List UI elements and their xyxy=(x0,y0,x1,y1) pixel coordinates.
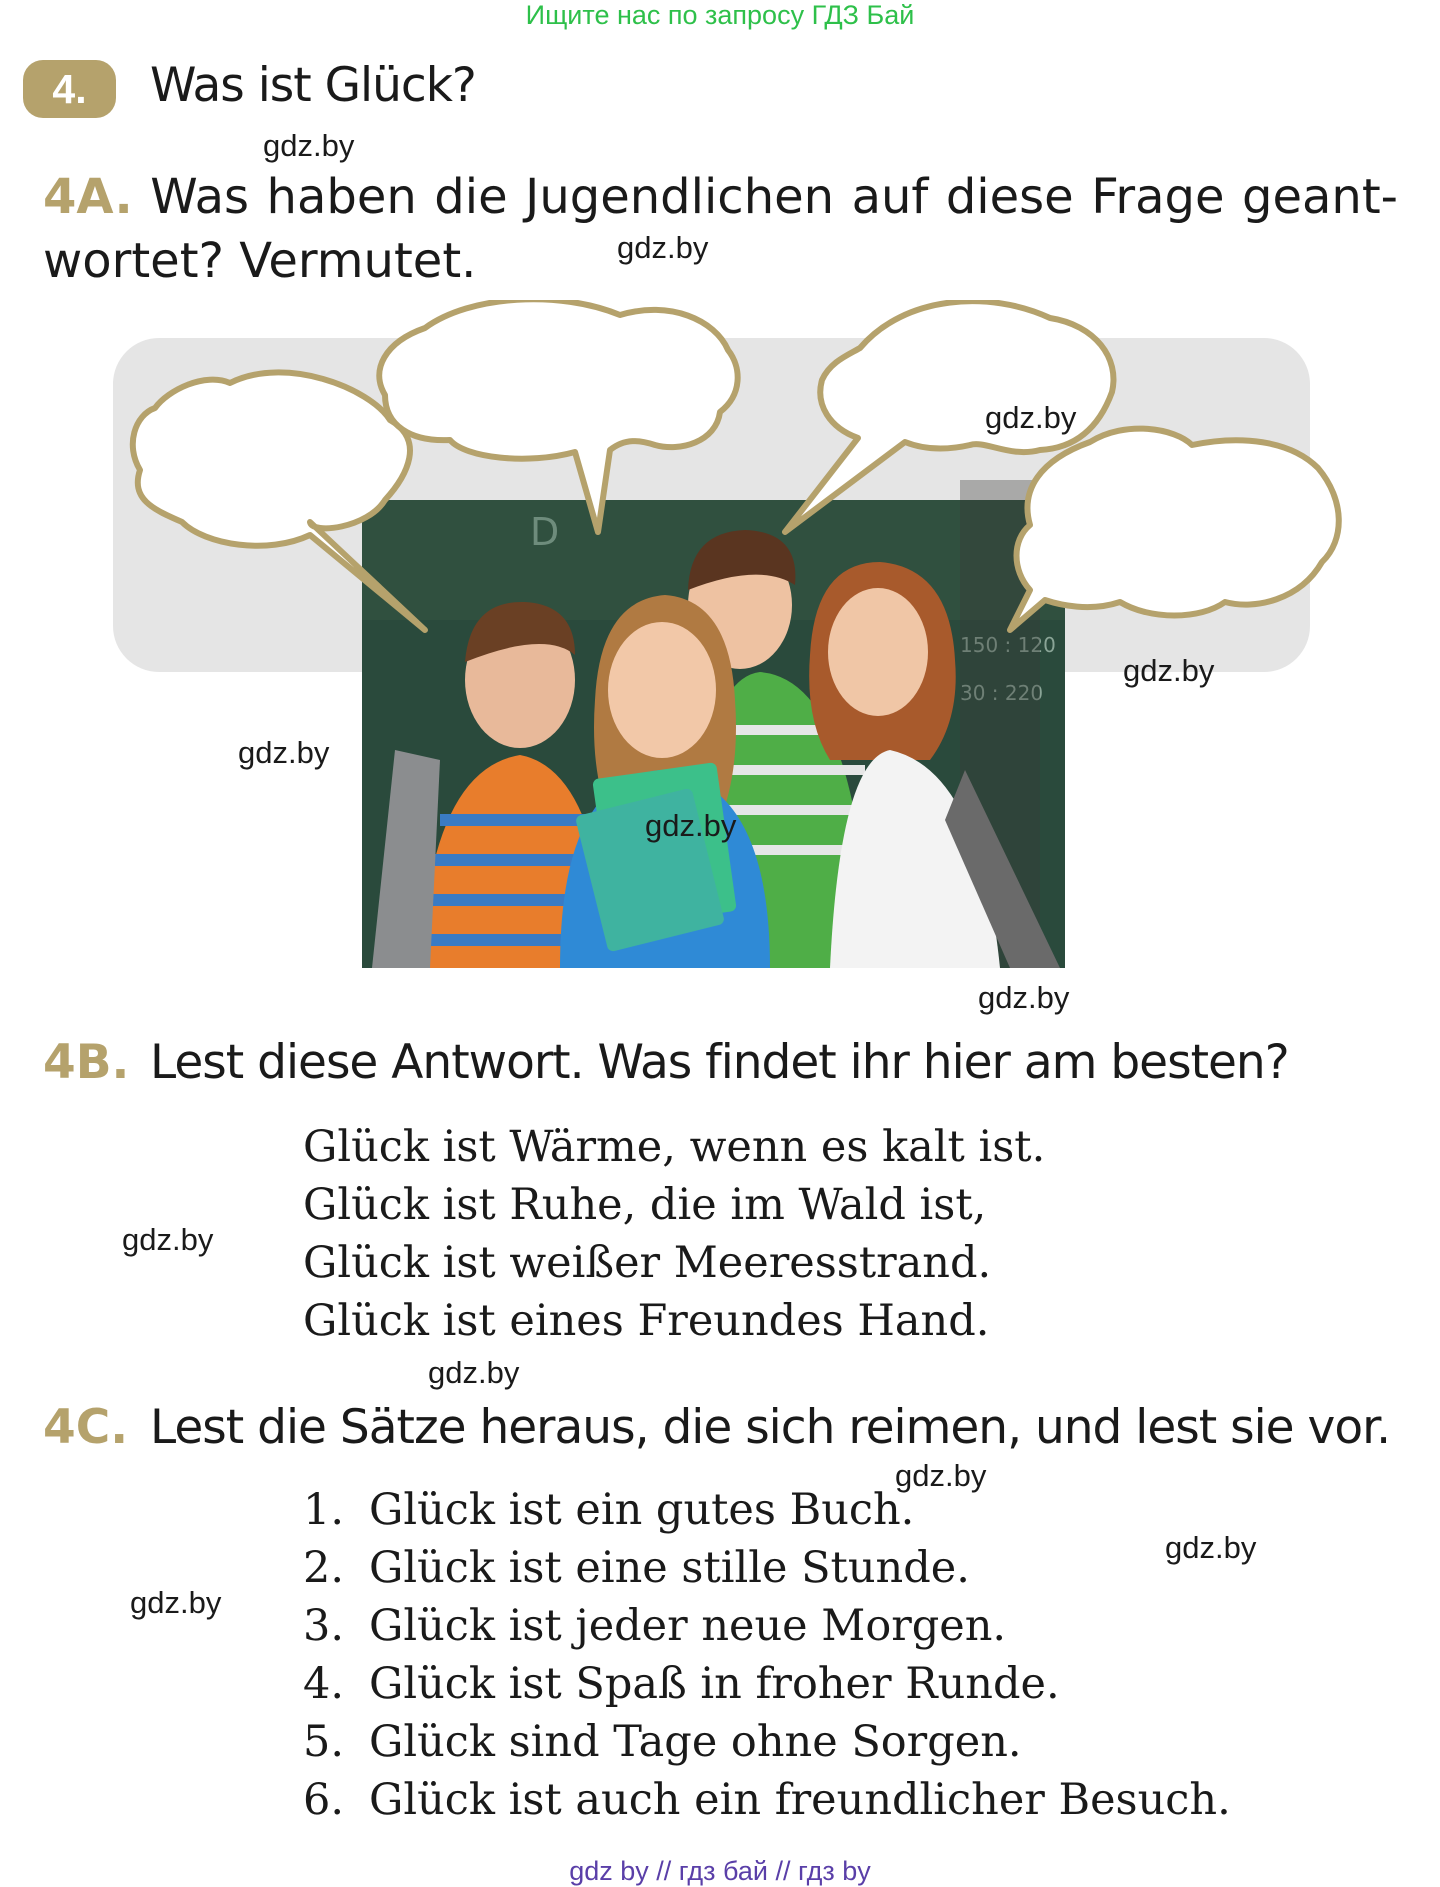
watermark: gdz.by xyxy=(617,230,709,265)
top-banner: Ищите нас по запросу ГДЗ Бай xyxy=(525,0,915,30)
poem-line: Glück ist eines Freundes Hand. xyxy=(303,1296,990,1346)
task-4a-line-2: wortet? Vermutet. xyxy=(43,233,477,289)
list-item: 3. Glück ist jeder neue Morgen. xyxy=(303,1601,1007,1651)
poem-line: Glück ist weißer Meeresstrand. xyxy=(303,1238,992,1288)
watermark: gdz.by xyxy=(428,1355,520,1390)
watermark: gdz.by xyxy=(263,128,355,163)
task-4a-word: Jugendlichen xyxy=(525,169,835,225)
section-title: Was ist Glück? xyxy=(150,58,476,113)
task-4b-title: Lest diese Antwort. Was findet ihr hier am besten? xyxy=(150,1035,1289,1090)
watermark: gdz.by xyxy=(1165,1530,1257,1565)
task-4a-word: geant- xyxy=(1242,169,1398,225)
bottom-watermark-line: gdz by // гдз бай // гдз by xyxy=(569,1856,871,1886)
watermark: gdz.by xyxy=(645,808,737,843)
task-4c-label: 4C. xyxy=(43,1400,129,1455)
task-4a-word: haben xyxy=(266,169,417,225)
list-item: 4. Glück ist Spaß in froher Runde. xyxy=(303,1659,1060,1709)
task-4a-label: 4A. xyxy=(43,169,133,225)
task-4a-word: Was xyxy=(150,169,249,225)
list-item: 1. Glück ist ein gutes Buch. xyxy=(303,1485,915,1535)
watermark: gdz.by xyxy=(238,735,330,770)
task-4a-line-1 xyxy=(43,165,1398,229)
section-number-badge: 4. xyxy=(23,60,116,118)
watermark: gdz.by xyxy=(895,1458,987,1493)
poem xyxy=(303,1118,1045,1350)
list-item: 6. Glück ist auch ein freundlicher Besuch. xyxy=(303,1775,1231,1825)
students-photo xyxy=(362,480,1065,968)
watermark: gdz.by xyxy=(985,400,1077,435)
watermark: gdz.by xyxy=(1123,653,1215,688)
list-item: 5. Glück sind Tage ohne Sorgen. xyxy=(303,1717,1022,1767)
poem-line: Glück ist Wärme, wenn es kalt ist. xyxy=(303,1122,1046,1172)
task-4a-word: auf xyxy=(851,169,929,225)
watermark: gdz.by xyxy=(130,1585,222,1620)
poem-line: Glück ist Ruhe, die im Wald ist, xyxy=(303,1180,987,1230)
task-4a xyxy=(43,165,1398,293)
svg-text:D: D xyxy=(530,510,560,554)
task-4a-word: die xyxy=(434,169,508,225)
watermark: gdz.by xyxy=(122,1222,214,1257)
svg-text:30 : 220: 30 : 220 xyxy=(960,681,1044,705)
task-4a-word: diese xyxy=(945,169,1074,225)
task-4a-word: Frage xyxy=(1091,169,1225,225)
list-item: 2. Glück ist eine stille Stunde. xyxy=(303,1543,970,1593)
task-4c-title: Lest die Sätze heraus, die sich reimen, und lest sie vor. xyxy=(150,1400,1391,1455)
watermark: gdz.by xyxy=(978,980,1070,1015)
task-4b-label: 4B. xyxy=(43,1035,130,1090)
svg-text:150 : 120: 150 : 120 xyxy=(960,633,1056,657)
illustration xyxy=(0,300,1440,1020)
